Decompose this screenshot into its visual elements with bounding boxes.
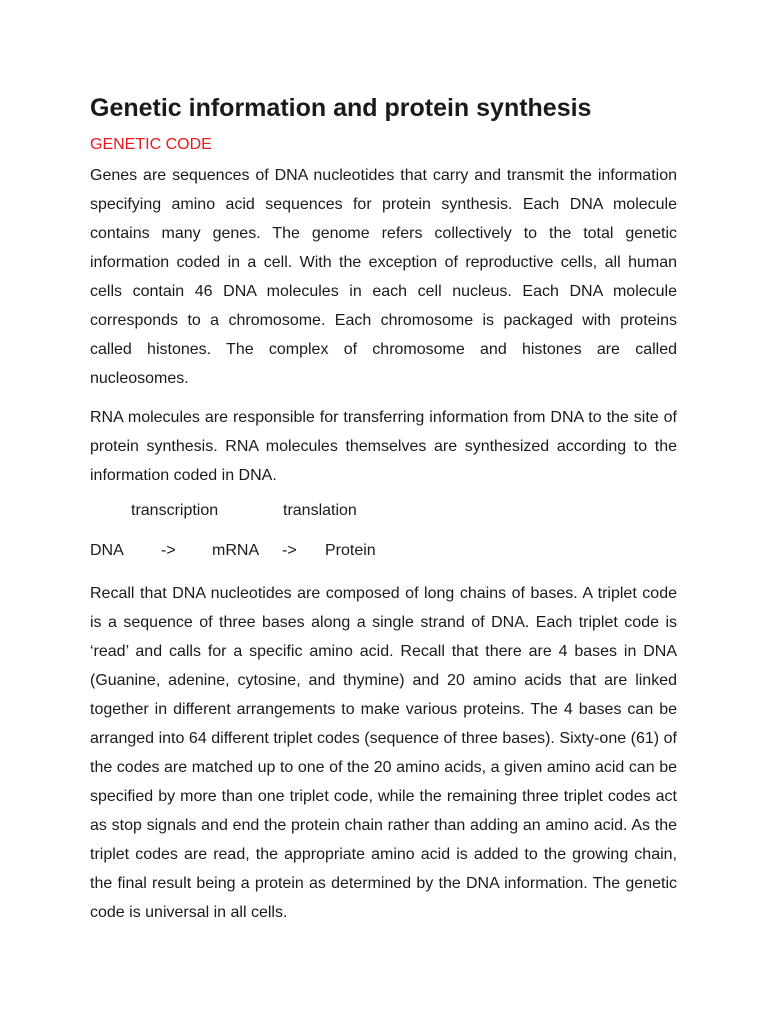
flow-arrow-1: -> — [161, 542, 176, 559]
flow-step-mrna: mRNA — [212, 542, 260, 559]
flow-label-transcription: transcription — [131, 502, 219, 519]
paragraph-rna: RNA molecules are responsible for transferring information from DNA to the site of protein synthesis. RNA molecules themselves are synthesized according to the information coded in DNA. — [90, 409, 677, 484]
flow-step-dna: DNA — [90, 542, 124, 559]
section-heading: GENETIC CODE — [90, 136, 212, 153]
document-page — [90, 92, 677, 937]
flow-label-translation: translation — [283, 502, 357, 519]
flow-arrow-2: -> — [282, 542, 297, 559]
paragraph-triplet-code: Recall that DNA nucleotides are composed of long chains of bases. A triplet code is a sequence of three bases along a single strand of DNA. Each triplet code is ‘read’ and calls for a specific amino acid. Recall that there are 4 bases in DNA (Guanine, adenine, cytosine, and thymine) and 20 amino acids that are linked together in different arrangements to make various proteins. The 4 bases can be arranged into 64 different triplet codes (sequence of three bases). Sixty-one (61) of the codes are matched up to one of the 20 amino acids, a given amino acid can be specified by more than one triplet code, while the remaining three triplet codes act as stop signals and end the protein chain rather than adding an amino acid. As the triplet codes are read, the appropriate amino acid is added to the growing chain, the final result being a protein as determined by the DNA information. The genetic code is universal in all cells. — [90, 585, 677, 921]
paragraph-genes: Genes are sequences of DNA nucleotides that carry and transmit the information specifying amino acid sequences for protein synthesis. Each DNA molecule contains many genes. The genome refers collectively to the total genetic information coded in a cell. With the exception of reproductive cells, all human cells contain 46 DNA molecules in each cell nucleus. Each DNA molecule corresponds to a chromosome. Each chromosome is packaged with proteins called histones. The complex of chromosome and histones are called nucleosomes. — [90, 167, 677, 387]
page-title: Genetic information and protein synthesis — [90, 94, 592, 122]
flow-process-labels — [90, 500, 677, 522]
flow-diagram — [90, 540, 677, 562]
flow-step-protein: Protein — [325, 542, 376, 559]
